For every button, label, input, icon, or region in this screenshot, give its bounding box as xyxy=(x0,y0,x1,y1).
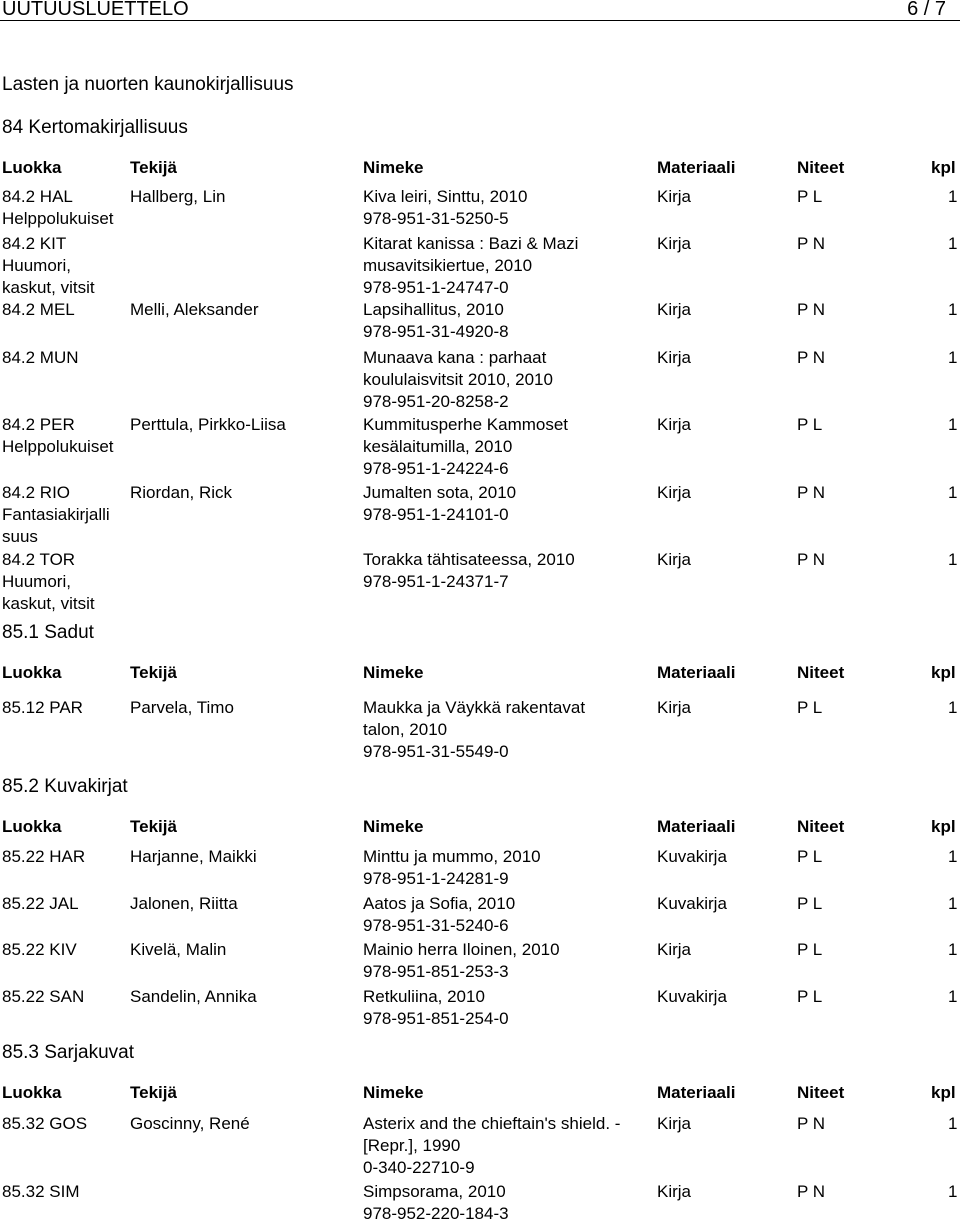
row-cell-luokka: 84.2 TOR Huumori, kaskut, vitsit xyxy=(2,550,95,613)
row-cell-luokka: 85.32 SIM xyxy=(2,1182,80,1201)
section-title: 85.1 Sadut xyxy=(2,622,94,643)
row-cell-tekija: Perttula, Pirkko-Liisa xyxy=(130,415,286,434)
row-cell-luokka: 84.2 KIT Huumori, kaskut, vitsit xyxy=(2,234,95,297)
row-cell-materiaali: Kirja xyxy=(657,550,692,569)
row-cell-luokka: 84.2 MEL xyxy=(2,300,75,319)
column-header-nimeke: Nimeke xyxy=(363,158,424,177)
column-header-materiaali: Materiaali xyxy=(657,663,736,682)
row-cell-nimeke: Retkuliina, 2010 978-951-851-254-0 xyxy=(363,987,509,1028)
row-cell-kpl: 1 xyxy=(948,187,958,206)
row-cell-niteet: P N xyxy=(797,1182,826,1201)
row-cell-luokka: 85.12 PAR xyxy=(2,698,83,717)
row-cell-kpl: 1 xyxy=(948,894,958,913)
column-header-luokka: Luokka xyxy=(2,817,62,836)
row-cell-nimeke: Lapsihallitus, 2010 978-951-31-4920-8 xyxy=(363,300,509,341)
row-cell-materiaali: Kirja xyxy=(657,300,692,319)
section-title: 85.3 Sarjakuvat xyxy=(2,1042,135,1063)
column-header-kpl: kpl xyxy=(931,1083,956,1102)
row-cell-kpl: 1 xyxy=(948,415,958,434)
column-header-niteet: Niteet xyxy=(797,158,845,177)
row-cell-luokka: 84.2 PER Helppolukuiset xyxy=(2,415,114,456)
row-cell-kpl: 1 xyxy=(948,483,958,502)
row-cell-nimeke: Maukka ja Väykkä rakentavat talon, 2010 978-951-31-5549-0 xyxy=(363,698,586,761)
column-header-kpl: kpl xyxy=(931,817,956,836)
row-cell-materiaali: Kirja xyxy=(657,234,692,253)
column-header-niteet: Niteet xyxy=(797,663,845,682)
row-cell-kpl: 1 xyxy=(948,300,958,319)
row-cell-tekija: Jalonen, Riitta xyxy=(130,894,238,913)
row-cell-nimeke: Kiva leiri, Sinttu, 2010 978-951-31-5250-5 xyxy=(363,187,528,228)
row-cell-tekija: Harjanne, Maikki xyxy=(130,847,257,866)
column-header-kpl: kpl xyxy=(931,158,956,177)
row-cell-nimeke: Jumalten sota, 2010 978-951-1-24101-0 xyxy=(363,483,517,524)
row-cell-niteet: P L xyxy=(797,987,823,1006)
row-cell-niteet: P L xyxy=(797,187,823,206)
column-header-luokka: Luokka xyxy=(2,1083,62,1102)
row-cell-kpl: 1 xyxy=(948,550,958,569)
row-cell-tekija: Hallberg, Lin xyxy=(130,187,226,206)
column-header-nimeke: Nimeke xyxy=(363,817,424,836)
row-cell-niteet: P N xyxy=(797,550,826,569)
column-header-tekija: Tekijä xyxy=(130,663,177,682)
row-cell-niteet: P N xyxy=(797,483,826,502)
row-cell-nimeke: Kitarat kanissa : Bazi & Mazi musavitsikiertue, 2010 978-951-1-24747-0 xyxy=(363,234,579,297)
row-cell-luokka: 85.22 SAN xyxy=(2,987,85,1006)
row-cell-materiaali: Kirja xyxy=(657,698,692,717)
row-cell-luokka: 84.2 RIO Fantasiakirjalli suus xyxy=(2,483,110,546)
row-cell-luokka: 85.22 HAR xyxy=(2,847,86,866)
row-cell-materiaali: Kuvakirja xyxy=(657,987,727,1006)
column-header-tekija: Tekijä xyxy=(130,158,177,177)
row-cell-materiaali: Kirja xyxy=(657,187,692,206)
row-cell-kpl: 1 xyxy=(948,1182,958,1201)
row-cell-nimeke: Kummitusperhe Kammoset kesälaitumilla, 2010 978-951-1-24224-6 xyxy=(363,415,569,478)
category-heading: Lasten ja nuorten kaunokirjallisuus xyxy=(2,74,294,95)
section-title: 85.2 Kuvakirjat xyxy=(2,776,128,797)
row-cell-kpl: 1 xyxy=(948,987,958,1006)
column-header-nimeke: Nimeke xyxy=(363,663,424,682)
row-cell-tekija: Sandelin, Annika xyxy=(130,987,257,1006)
row-cell-niteet: P L xyxy=(797,940,823,959)
row-cell-tekija: Melli, Aleksander xyxy=(130,300,259,319)
row-cell-luokka: 85.22 KIV xyxy=(2,940,77,959)
row-cell-nimeke: Mainio herra Iloinen, 2010 978-951-851-253-3 xyxy=(363,940,560,981)
column-header-niteet: Niteet xyxy=(797,817,845,836)
row-cell-niteet: P L xyxy=(797,698,823,717)
row-cell-kpl: 1 xyxy=(948,940,958,959)
row-cell-nimeke: Asterix and the chieftain's shield. - [Repr.], 1990 0-340-22710-9 xyxy=(363,1114,621,1177)
row-cell-niteet: P N xyxy=(797,1114,826,1133)
row-cell-materiaali: Kuvakirja xyxy=(657,847,727,866)
row-cell-luokka: 84.2 MUN xyxy=(2,348,79,367)
column-header-tekija: Tekijä xyxy=(130,817,177,836)
row-cell-niteet: P L xyxy=(797,894,823,913)
row-cell-tekija: Kivelä, Malin xyxy=(130,940,227,959)
column-header-materiaali: Materiaali xyxy=(657,817,736,836)
column-header-luokka: Luokka xyxy=(2,663,62,682)
row-cell-nimeke: Aatos ja Sofia, 2010 978-951-31-5240-6 xyxy=(363,894,516,935)
row-cell-materiaali: Kirja xyxy=(657,415,692,434)
column-header-materiaali: Materiaali xyxy=(657,1083,736,1102)
row-cell-kpl: 1 xyxy=(948,847,958,866)
row-cell-niteet: P L xyxy=(797,415,823,434)
row-cell-nimeke: Minttu ja mummo, 2010 978-951-1-24281-9 xyxy=(363,847,541,888)
section-title: 84 Kertomakirjallisuus xyxy=(2,117,188,138)
row-cell-luokka: 84.2 HAL Helppolukuiset xyxy=(2,187,114,228)
page-number: 6 / 7 xyxy=(907,0,946,20)
row-cell-materiaali: Kirja xyxy=(657,483,692,502)
catalog-title: UUTUUSLUETTELO xyxy=(2,0,189,20)
row-cell-nimeke: Torakka tähtisateessa, 2010 978-951-1-24371-7 xyxy=(363,550,575,591)
row-cell-kpl: 1 xyxy=(948,698,958,717)
row-cell-materiaali: Kirja xyxy=(657,1182,692,1201)
row-cell-kpl: 1 xyxy=(948,348,958,367)
page-header xyxy=(0,0,960,21)
row-cell-kpl: 1 xyxy=(948,1114,958,1133)
row-cell-materiaali: Kirja xyxy=(657,940,692,959)
row-cell-tekija: Riordan, Rick xyxy=(130,483,233,502)
row-cell-nimeke: Munaava kana : parhaat koululaisvitsit 2010, 2010 978-951-20-8258-2 xyxy=(363,348,553,411)
column-header-materiaali: Materiaali xyxy=(657,158,736,177)
row-cell-niteet: P N xyxy=(797,234,826,253)
column-header-luokka: Luokka xyxy=(2,158,62,177)
row-cell-tekija: Parvela, Timo xyxy=(130,698,234,717)
row-cell-luokka: 85.32 GOS xyxy=(2,1114,88,1133)
row-cell-kpl: 1 xyxy=(948,234,958,253)
row-cell-materiaali: Kirja xyxy=(657,1114,692,1133)
column-header-nimeke: Nimeke xyxy=(363,1083,424,1102)
row-cell-materiaali: Kuvakirja xyxy=(657,894,727,913)
column-header-tekija: Tekijä xyxy=(130,1083,177,1102)
column-header-niteet: Niteet xyxy=(797,1083,845,1102)
row-cell-niteet: P N xyxy=(797,300,826,319)
column-header-kpl: kpl xyxy=(931,663,956,682)
row-cell-materiaali: Kirja xyxy=(657,348,692,367)
row-cell-niteet: P N xyxy=(797,348,826,367)
row-cell-tekija: Goscinny, René xyxy=(130,1114,250,1133)
row-cell-luokka: 85.22 JAL xyxy=(2,894,79,913)
row-cell-nimeke: Simpsorama, 2010 978-952-220-184-3 xyxy=(363,1182,509,1223)
row-cell-niteet: P L xyxy=(797,847,823,866)
